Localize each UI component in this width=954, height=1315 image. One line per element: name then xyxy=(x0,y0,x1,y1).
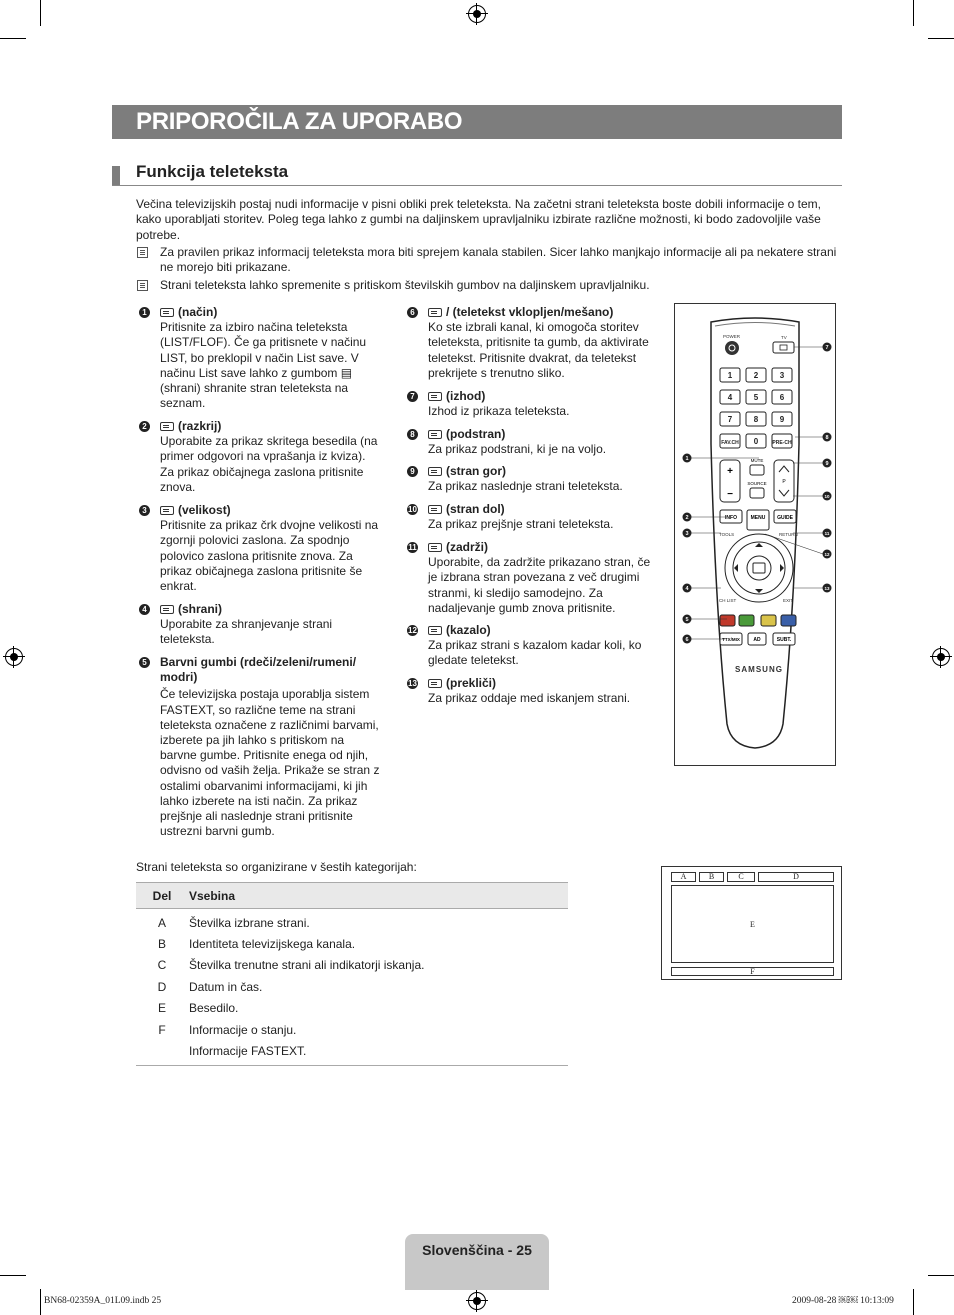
list-item xyxy=(428,389,656,419)
item-title: (zadrži) xyxy=(446,540,488,554)
item-number: 4 xyxy=(139,604,150,615)
list-item xyxy=(160,305,380,411)
item-desc: Za prikaz podstrani, ki je na voljo. xyxy=(428,442,607,457)
svg-text:−: − xyxy=(727,489,733,500)
section-rule xyxy=(112,185,842,186)
teletext-layout-diagram xyxy=(661,866,842,980)
item-title: (prekliči) xyxy=(446,676,497,690)
region-d: D xyxy=(758,872,834,882)
callout-number: 10 xyxy=(824,494,830,499)
item-number: 5 xyxy=(139,657,150,668)
item-title: (razkrij) xyxy=(178,419,222,433)
power-label: POWER xyxy=(723,334,741,339)
digit-label: 6 xyxy=(779,393,785,402)
item-number: 12 xyxy=(408,626,417,635)
ttx-label: TTX/MIX xyxy=(722,637,740,642)
callout-number: 13 xyxy=(824,586,830,591)
digit-label: 9 xyxy=(779,415,785,424)
index-key-icon xyxy=(428,626,442,635)
note-text: Za pravilen prikaz informacij teleteksta mora biti sprejem kanala stabilen. Sicer lahko manjkajo informacije ali pa nekatere strani ne morejo biti prikazane. xyxy=(160,245,837,275)
item-desc: Za prikaz oddaje med iskanjem strani. xyxy=(428,691,631,706)
list-item xyxy=(160,503,380,594)
file-info: BN68-02359A_01L09.indb 25 xyxy=(44,1296,162,1306)
digit-label: 2 xyxy=(753,371,759,380)
crop-mark xyxy=(913,0,914,26)
item-desc: Če televizijska postaja uporablja sistem FASTEXT, so različne teme na strani teleteksta označene z različnimi barvami, izberete pa jih lahko s pritiskom na barvne gumbe. Pritisnite enega od njih, odvisno od vaših želja. Prikaže se stran z ostalimi obarvanimi informacijami, ki jih lahko izberete na isti način. Za prikaz prejšnje ali naslednje strani pritisnite ustrezni barvni gumb. xyxy=(160,687,380,839)
item-number: 9 xyxy=(407,466,418,477)
item-title: (velikost) xyxy=(178,503,231,517)
item-desc: Za prikaz naslednje strani teleteksta. xyxy=(428,479,623,494)
region-e: E xyxy=(671,885,834,963)
list-item xyxy=(160,419,380,495)
region-a: A xyxy=(671,872,696,882)
size-key-icon xyxy=(160,506,174,515)
mute-label: MUTE xyxy=(750,458,764,463)
table-cell xyxy=(136,1040,188,1065)
subt-label: SUBT. xyxy=(776,637,792,643)
table-cell: Številka trenutne strani ali indikatorji iskanja. xyxy=(189,958,425,973)
title-bar xyxy=(112,105,842,139)
list-item xyxy=(428,305,656,381)
list-item xyxy=(160,655,382,839)
item-number: 3 xyxy=(139,505,150,516)
page-title: PRIPOROČILA ZA UPORABO xyxy=(136,108,463,135)
digit-label: 0 xyxy=(753,437,759,446)
callout-number: 6 xyxy=(685,637,689,643)
crop-mark xyxy=(0,38,26,39)
tv-label: TV xyxy=(781,335,787,340)
list-item xyxy=(428,464,656,494)
item-desc: Ko ste izbrali kanal, ki omogoča storitev teleteksta, pritisnite ta gumb, da aktivirate teletekst. Pritisnite dvakrat, da teletekst prekrijete s trenutno sliko. xyxy=(428,320,649,380)
section-marker xyxy=(112,166,120,186)
table-cell: Datum in čas. xyxy=(189,979,263,994)
table-cell: D xyxy=(157,979,167,994)
hold-key-icon xyxy=(428,543,442,552)
teletext-on-key-icon xyxy=(428,308,442,317)
item-number: 10 xyxy=(408,505,417,514)
digit-label: 8 xyxy=(753,415,759,424)
remote-illustration xyxy=(674,303,836,766)
region-f: F xyxy=(671,967,834,976)
crop-mark xyxy=(40,0,41,26)
item-title: (način) xyxy=(178,305,218,319)
note-icon xyxy=(137,247,148,258)
digit-label: 4 xyxy=(727,393,733,402)
item-title: (shrani) xyxy=(178,602,223,616)
item-desc: Za prikaz prejšnje strani teleteksta. xyxy=(428,517,614,532)
item-title: / (teletekst vklopljen/mešano) xyxy=(446,305,614,319)
callout-number: 2 xyxy=(685,515,689,521)
registration-mark-icon xyxy=(468,5,486,23)
page-number: Slovenščina - 25 xyxy=(422,1242,532,1258)
item-title: (kazalo) xyxy=(446,623,491,637)
ad-label: AD xyxy=(753,637,761,643)
item-title: (stran gor) xyxy=(446,464,506,478)
table-cell: F xyxy=(158,1022,166,1037)
svg-text:+: + xyxy=(727,466,733,477)
item-title: (podstran) xyxy=(446,427,506,441)
list-item xyxy=(428,676,656,706)
exit-key-icon xyxy=(428,392,442,401)
table-cell: E xyxy=(157,1001,166,1016)
item-desc: Za prikaz strani s kazalom kadar koli, ko gledate teletekst. xyxy=(428,638,642,668)
item-number: 8 xyxy=(407,429,418,440)
item-number: 1 xyxy=(139,307,150,318)
page-up-key-icon xyxy=(428,467,442,476)
registration-mark-icon xyxy=(932,648,950,666)
callout-number: 9 xyxy=(825,461,829,467)
table-cell: A xyxy=(157,915,166,930)
digit-label: 1 xyxy=(727,371,733,380)
table-cell: B xyxy=(157,937,166,952)
cancel-key-icon xyxy=(428,679,442,688)
callout-number: 5 xyxy=(685,617,689,623)
crop-mark xyxy=(928,1275,954,1276)
info-label: INFO xyxy=(725,515,737,521)
fav-label: FAV.CH xyxy=(721,440,739,446)
item-desc: Uporabite za shranjevanje strani teleteksta. xyxy=(160,617,333,647)
chlist-label: CH LIST xyxy=(719,598,737,603)
callout-number: 8 xyxy=(825,435,829,441)
list-item xyxy=(428,623,656,669)
mode-key-icon xyxy=(160,308,174,317)
page-down-key-icon xyxy=(428,505,442,514)
item-number: 7 xyxy=(407,391,418,402)
list-item xyxy=(428,540,656,616)
item-desc: Uporabite, da zadržite prikazano stran, če je izbrana stran povezana z več drugimi stranmi, ki sledijo samodejno. Za nadaljevanje gumb znova pritisnite. xyxy=(428,555,651,615)
tools-label: TOOLS xyxy=(719,532,735,537)
note-icon xyxy=(137,280,148,291)
source-label: SOURCE xyxy=(747,481,767,486)
digit-label: 5 xyxy=(753,393,759,402)
table-header: Vsebina xyxy=(188,883,568,909)
guide-label: GUIDE xyxy=(777,515,793,521)
brand-label: SAMSUNG xyxy=(735,665,783,674)
remote-control-icon xyxy=(675,304,835,765)
table-cell: C xyxy=(157,958,167,973)
crop-mark xyxy=(40,1289,41,1315)
return-label: RETURN xyxy=(779,532,798,537)
crop-mark xyxy=(0,1275,26,1276)
store-key-icon xyxy=(160,605,174,614)
digit-label: 7 xyxy=(727,415,733,424)
subpage-key-icon xyxy=(428,430,442,439)
prech-label: PRE-CH xyxy=(772,440,792,446)
table-header: Del xyxy=(136,883,188,909)
table-intro: Strani teleteksta so organizirane v šestih kategorijah: xyxy=(136,860,417,874)
table-cell: Besedilo. xyxy=(189,1001,239,1016)
item-title: (izhod) xyxy=(446,389,486,403)
section-title: Funkcija teleteksta xyxy=(136,162,289,181)
list-item xyxy=(428,427,656,457)
callout-number: 11 xyxy=(824,531,830,536)
table-cell: Identiteta televizijskega kanala. xyxy=(189,937,356,952)
table-cell: Informacije FASTEXT. xyxy=(188,1040,568,1065)
p-label: P xyxy=(782,479,786,485)
registration-mark-icon xyxy=(468,1292,486,1310)
callout-number: 4 xyxy=(685,586,689,592)
table-cell: Številka izbrane strani. xyxy=(189,915,310,930)
crop-mark xyxy=(928,38,954,39)
item-desc: Izhod iz prikaza teleteksta. xyxy=(428,404,570,419)
list-item xyxy=(160,602,380,648)
digit-label: 3 xyxy=(779,371,785,380)
print-date: 2009-08-28 ￼￼ 10:13:09 xyxy=(792,1296,894,1306)
item-number: 13 xyxy=(408,679,417,688)
item-number: 11 xyxy=(408,543,417,552)
registration-mark-icon xyxy=(5,648,23,666)
parts-table xyxy=(136,882,568,1066)
region-b: B xyxy=(699,872,724,882)
item-desc: Pritisnite za izbiro načina teleteksta (LIST/FLOF). Če ga pritisnete v načinu LIST, bo preklopil v način List save. V načinu List save lahko z gumbom ▤ (shrani) shranite stran teleteksta na seznam. xyxy=(160,320,367,411)
item-desc: Uporabite za prikaz skritega besedila (na primer odgovori na vprašanja iz kviza). Za prikaz običajnega zaslona pritisnite znova. xyxy=(160,434,378,494)
list-item xyxy=(428,502,656,532)
callout-number: 3 xyxy=(685,531,689,537)
callout-number: 7 xyxy=(825,345,829,351)
intro-paragraph: Večina televizijskih postaj nudi informacije v pisni obliki prek teleteksta. Na začetni strani teleteksta boste dobili informacije o tem, kako uporabljati storitev. Poleg tega lahko z gumbi na daljinskem upravljalniku izbirate različne možnosti, ki bodo zadovoljile vaše potrebe. xyxy=(136,197,821,242)
item-number: 6 xyxy=(407,307,418,318)
menu-label: MENU xyxy=(750,515,766,521)
crop-mark xyxy=(913,1289,914,1315)
region-c: C xyxy=(727,872,755,882)
callout-number: 1 xyxy=(685,456,689,462)
item-number: 2 xyxy=(139,421,150,432)
item-desc: Pritisnite za prikaz črk dvojne velikosti na zgornji polovici zaslona. Za spodnjo polovico zaslona pritisnite znova. Za prikaz običajnega zaslona pritisnite še enkrat. xyxy=(160,518,379,594)
table-cell: Informacije o stanju. xyxy=(189,1022,297,1037)
exit-label: EXIT xyxy=(783,598,794,603)
item-title: (stran dol) xyxy=(446,502,505,516)
item-title: Barvni gumbi (rdeči/zeleni/rumeni/ modri) xyxy=(160,655,357,685)
callout-number: 12 xyxy=(824,552,830,557)
page-number-tab xyxy=(405,1234,549,1290)
reveal-key-icon xyxy=(160,422,174,431)
note-text: Strani teleteksta lahko spremenite s pritiskom številskih gumbov na daljinskem upravljalniku. xyxy=(160,278,650,292)
